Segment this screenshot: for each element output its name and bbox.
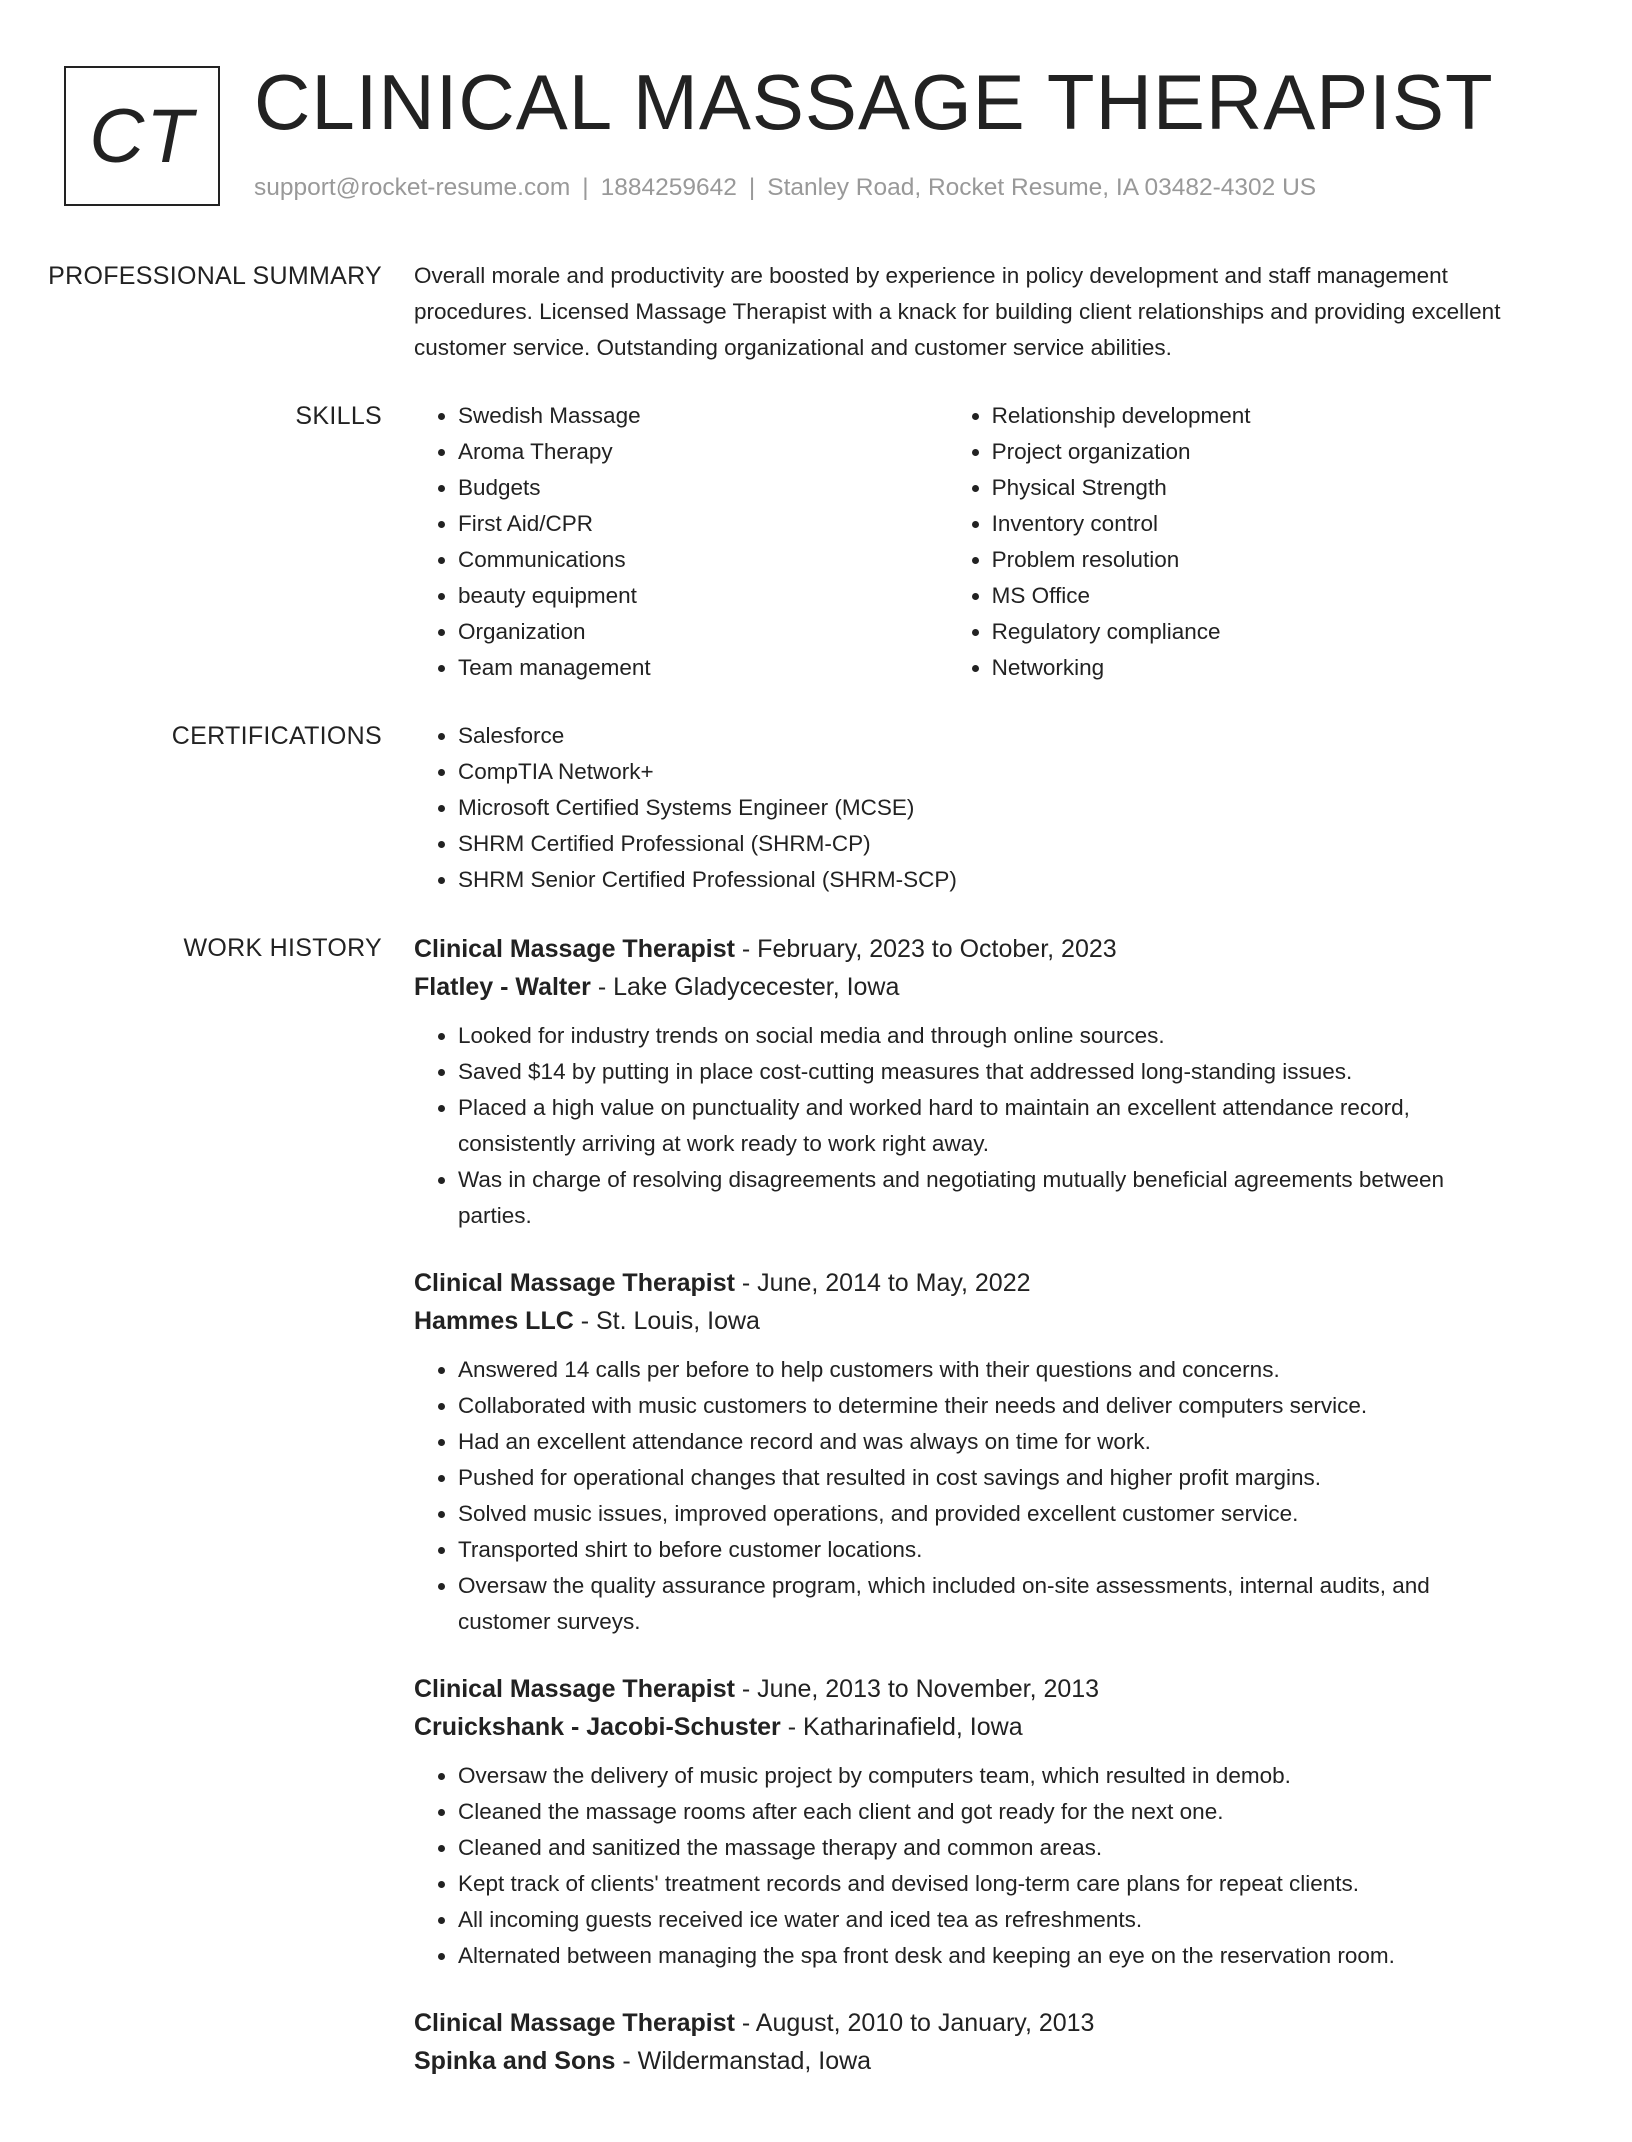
skill-item: • Inventory control <box>992 506 1524 542</box>
job-location: - St. Louis, Iowa <box>573 1307 760 1335</box>
certification-item: • Salesforce <box>458 718 1524 754</box>
skill-item: • Communications <box>458 542 948 578</box>
job-company: Flatley - Walter <box>414 973 591 1001</box>
job-dates: - August, 2010 to January, 2013 <box>734 2009 1095 2037</box>
job-bullet: • Cleaned the massage rooms after each client and got ready for the next one. <box>458 1794 1524 1830</box>
job-title: Clinical Massage Therapist <box>414 1269 735 1297</box>
job-bullet: • Kept track of clients' treatment records and devised long-term care plans for repeat clients. <box>458 1866 1524 1902</box>
job-bullet: • Looked for industry trends on social media and through online sources. <box>458 1018 1524 1054</box>
certifications-section <box>0 718 1632 898</box>
job-company-line <box>414 968 1524 1006</box>
contact-line <box>254 174 1316 202</box>
job-bullet: • Solved music issues, improved operations, and provided excellent customer service. <box>458 1496 1524 1532</box>
resume-body <box>0 258 1632 2142</box>
job-bullet: • Oversaw the delivery of music project by computers team, which resulted in demob. <box>458 1758 1524 1794</box>
skill-item: • Relationship development <box>992 398 1524 434</box>
skill-item: • MS Office <box>992 578 1524 614</box>
monogram-initials: CT <box>89 93 195 179</box>
job-title: Clinical Massage Therapist <box>414 1675 735 1703</box>
contact-phone: 1884259642 <box>600 174 737 201</box>
skill-item: • Physical Strength <box>992 470 1524 506</box>
skill-item: • Swedish Massage <box>458 398 948 434</box>
job-bullet: • Placed a high value on punctuality and worked hard to maintain an excellent attendance record, consistently arriving at work ready to work right away. <box>458 1090 1524 1162</box>
job-title-line <box>414 1264 1524 1302</box>
job-company-line <box>414 2042 1524 2080</box>
job-entry <box>414 2004 1524 2080</box>
job-location: - Lake Gladycecester, Iowa <box>590 973 900 1001</box>
contact-separator: | <box>748 174 756 201</box>
section-label-certifications: CERTIFICATIONS <box>171 722 382 750</box>
job-bullet: • All incoming guests received ice water and iced tea as refreshments. <box>458 1902 1524 1938</box>
job-bullet: • Transported shirt to before customer locations. <box>458 1532 1524 1568</box>
job-title: Clinical Massage Therapist <box>414 2009 735 2037</box>
job-dates: - June, 2013 to November, 2013 <box>734 1675 1100 1703</box>
skill-item: • Organization <box>458 614 948 650</box>
contact-address: Stanley Road, Rocket Resume, IA 03482-4302 US <box>767 174 1317 201</box>
job-company-line <box>414 1708 1524 1746</box>
skill-item: • Budgets <box>458 470 948 506</box>
skill-item: • First Aid/CPR <box>458 506 948 542</box>
summary-text: Overall morale and productivity are boosted by experience in policy development and staff management procedures. Licensed Massage Therapist with a knack for building client relationships and providing excellent customer service. Outstanding organizational and customer service abilities. <box>414 263 1501 360</box>
job-company: Spinka and Sons <box>414 2047 616 2075</box>
job-company: Hammes LLC <box>414 1307 574 1335</box>
job-bullet: • Was in charge of resolving disagreements and negotiating mutually beneficial agreements between parties. <box>458 1162 1524 1234</box>
work-history-section <box>0 930 1632 2110</box>
skill-item: • Team management <box>458 650 948 686</box>
job-bullet: • Oversaw the quality assurance program, which included on-site assessments, internal audits, and customer surveys. <box>458 1568 1524 1640</box>
skill-item: • Project organization <box>992 434 1524 470</box>
summary-section <box>0 258 1632 366</box>
job-entry <box>414 930 1524 1234</box>
job-bullets <box>414 1352 1524 1640</box>
job-entry <box>414 1264 1524 1640</box>
contact-email: support@rocket-resume.com <box>254 174 571 201</box>
section-label-summary: PROFESSIONAL SUMMARY <box>48 262 382 290</box>
job-bullet: • Answered 14 calls per before to help customers with their questions and concerns. <box>458 1352 1524 1388</box>
section-label-skills: SKILLS <box>295 402 382 430</box>
certification-item: • SHRM Senior Certified Professional (SHRM-SCP) <box>458 862 1524 898</box>
jobs-container <box>414 930 1524 2110</box>
job-dates: - February, 2023 to October, 2023 <box>734 935 1117 963</box>
job-location: - Katharinafield, Iowa <box>780 1713 1023 1741</box>
skill-item: • Problem resolution <box>992 542 1524 578</box>
job-company: Cruickshank - Jacobi-Schuster <box>414 1713 781 1741</box>
job-bullet: • Alternated between managing the spa front desk and keeping an eye on the reservation room. <box>458 1938 1524 1974</box>
job-bullet: • Had an excellent attendance record and was always on time for work. <box>458 1424 1524 1460</box>
certification-item: • SHRM Certified Professional (SHRM-CP) <box>458 826 1524 862</box>
job-title-line <box>414 2004 1524 2042</box>
skill-item: • beauty equipment <box>458 578 948 614</box>
job-bullets <box>414 1758 1524 1974</box>
skills-list-right <box>948 398 1524 686</box>
skill-item: • Aroma Therapy <box>458 434 948 470</box>
certification-item: • Microsoft Certified Systems Engineer (MCSE) <box>458 790 1524 826</box>
job-dates: - June, 2014 to May, 2022 <box>734 1269 1031 1297</box>
job-bullets <box>414 1018 1524 1234</box>
skill-item: • Regulatory compliance <box>992 614 1524 650</box>
job-bullet: • Pushed for operational changes that resulted in cost savings and higher profit margins. <box>458 1460 1524 1496</box>
job-bullet: • Cleaned and sanitized the massage therapy and common areas. <box>458 1830 1524 1866</box>
section-label-work-history: WORK HISTORY <box>183 934 382 962</box>
contact-separator: | <box>582 174 589 201</box>
job-title-line <box>414 930 1524 968</box>
certification-item: • CompTIA Network+ <box>458 754 1524 790</box>
certifications-list <box>414 718 1524 898</box>
skills-section <box>0 398 1632 686</box>
job-title: Clinical Massage Therapist <box>414 935 735 963</box>
job-bullet: • Saved $14 by putting in place cost-cutting measures that addressed long-standing issues. <box>458 1054 1524 1090</box>
job-title-line <box>414 1670 1524 1708</box>
skill-item: • Networking <box>992 650 1524 686</box>
job-bullet: • Collaborated with music customers to determine their needs and deliver computers service. <box>458 1388 1524 1424</box>
job-location: - Wildermanstad, Iowa <box>615 2047 872 2075</box>
skills-list-left <box>414 398 948 686</box>
monogram-box <box>64 66 220 206</box>
job-company-line <box>414 1302 1524 1340</box>
resume-title: CLINICAL MASSAGE THERAPIST <box>254 58 1494 146</box>
job-entry <box>414 1670 1524 1974</box>
